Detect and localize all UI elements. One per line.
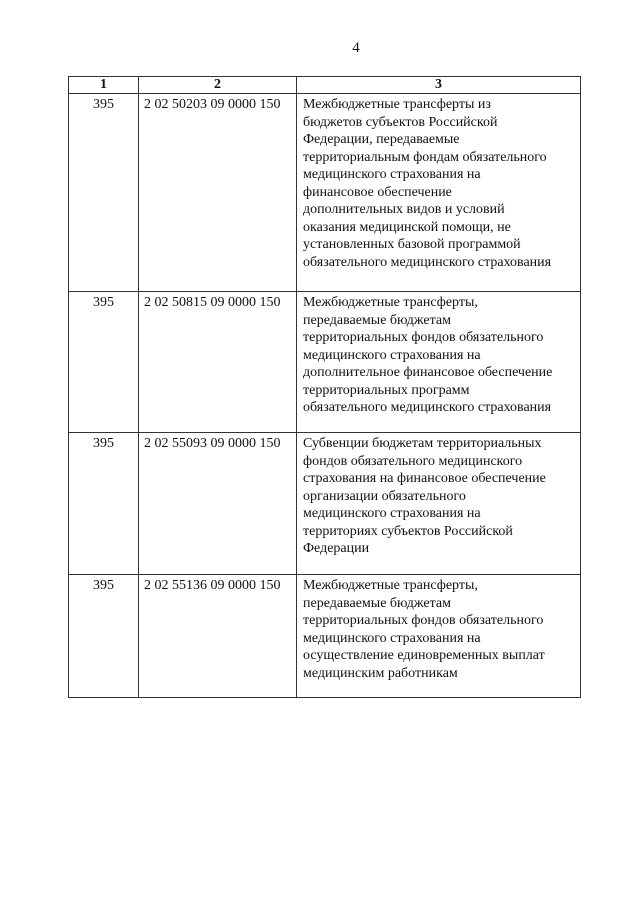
table-row xyxy=(69,292,581,433)
description-line: территориальных программ xyxy=(303,382,470,398)
description-line: финансовое обеспечение xyxy=(303,184,452,200)
column-header-1: 1 xyxy=(69,77,139,94)
column-header-2: 2 xyxy=(139,77,297,94)
description-line: бюджетов субъектов Российской xyxy=(303,114,498,130)
description-line: организации обязательного xyxy=(303,488,466,504)
description-line: оказания медицинской помощи, не xyxy=(303,219,511,235)
description-line: дополнительных видов и условий xyxy=(303,202,505,217)
description-line: территориях субъектов Российской xyxy=(303,523,513,539)
description-line: Субвенции бюджетам территориальных xyxy=(303,436,542,451)
description-line: передаваемые бюджетам xyxy=(303,595,451,611)
description-cell xyxy=(297,433,581,575)
description-cell xyxy=(297,292,581,433)
description-line: медицинского страхования на xyxy=(303,506,481,521)
description-line: территориальных фондов обязательного xyxy=(303,330,544,345)
description-line: медицинского страхования на xyxy=(303,630,481,646)
table-row xyxy=(69,433,581,575)
admin-code-cell: 395 xyxy=(69,292,139,433)
admin-code-cell: 395 xyxy=(69,94,139,292)
budget-classification-table xyxy=(68,76,581,698)
column-header-3: 3 xyxy=(297,77,581,94)
description-line: обязательного медицинского страхования xyxy=(303,400,552,415)
admin-code-cell: 395 xyxy=(69,575,139,698)
description-line: передаваемые бюджетам xyxy=(303,312,451,328)
description-line: обязательного медицинского страхования xyxy=(303,254,552,270)
description-line: дополнительное финансовое обеспечение xyxy=(303,365,553,380)
admin-code-cell: 395 xyxy=(69,433,139,575)
description-line: Федерации, передаваемые xyxy=(303,132,460,147)
description-line: территориальным фондам обязательного xyxy=(303,149,547,165)
table-row xyxy=(69,94,581,292)
kbk-code-cell: 2 02 55136 09 0000 150 xyxy=(139,575,297,698)
description-line: медицинского страхования на xyxy=(303,167,481,182)
description-line: медицинского страхования на xyxy=(303,347,481,363)
kbk-code-cell: 2 02 50815 09 0000 150 xyxy=(139,292,297,433)
description-line: медицинским работникам xyxy=(303,665,458,681)
kbk-code-cell: 2 02 55093 09 0000 150 xyxy=(139,433,297,575)
description-line: Федерации xyxy=(303,541,370,556)
description-line: осуществление единовременных выплат xyxy=(303,648,545,663)
description-line: страхования на финансовое обеспечение xyxy=(303,471,546,486)
page-number: 4 xyxy=(352,40,360,56)
description-cell xyxy=(297,575,581,698)
kbk-code-cell: 2 02 50203 09 0000 150 xyxy=(139,94,297,292)
description-cell xyxy=(297,94,581,292)
description-line: Межбюджетные трансферты, xyxy=(303,578,478,593)
description-line: Межбюджетные трансферты из xyxy=(303,97,491,112)
table-header-row xyxy=(69,77,581,94)
description-line: Межбюджетные трансферты, xyxy=(303,295,478,310)
description-line: территориальных фондов обязательного xyxy=(303,613,544,628)
description-line: установленных базовой программой xyxy=(303,237,521,252)
description-line: фондов обязательного медицинского xyxy=(303,453,523,469)
table-row xyxy=(69,575,581,698)
